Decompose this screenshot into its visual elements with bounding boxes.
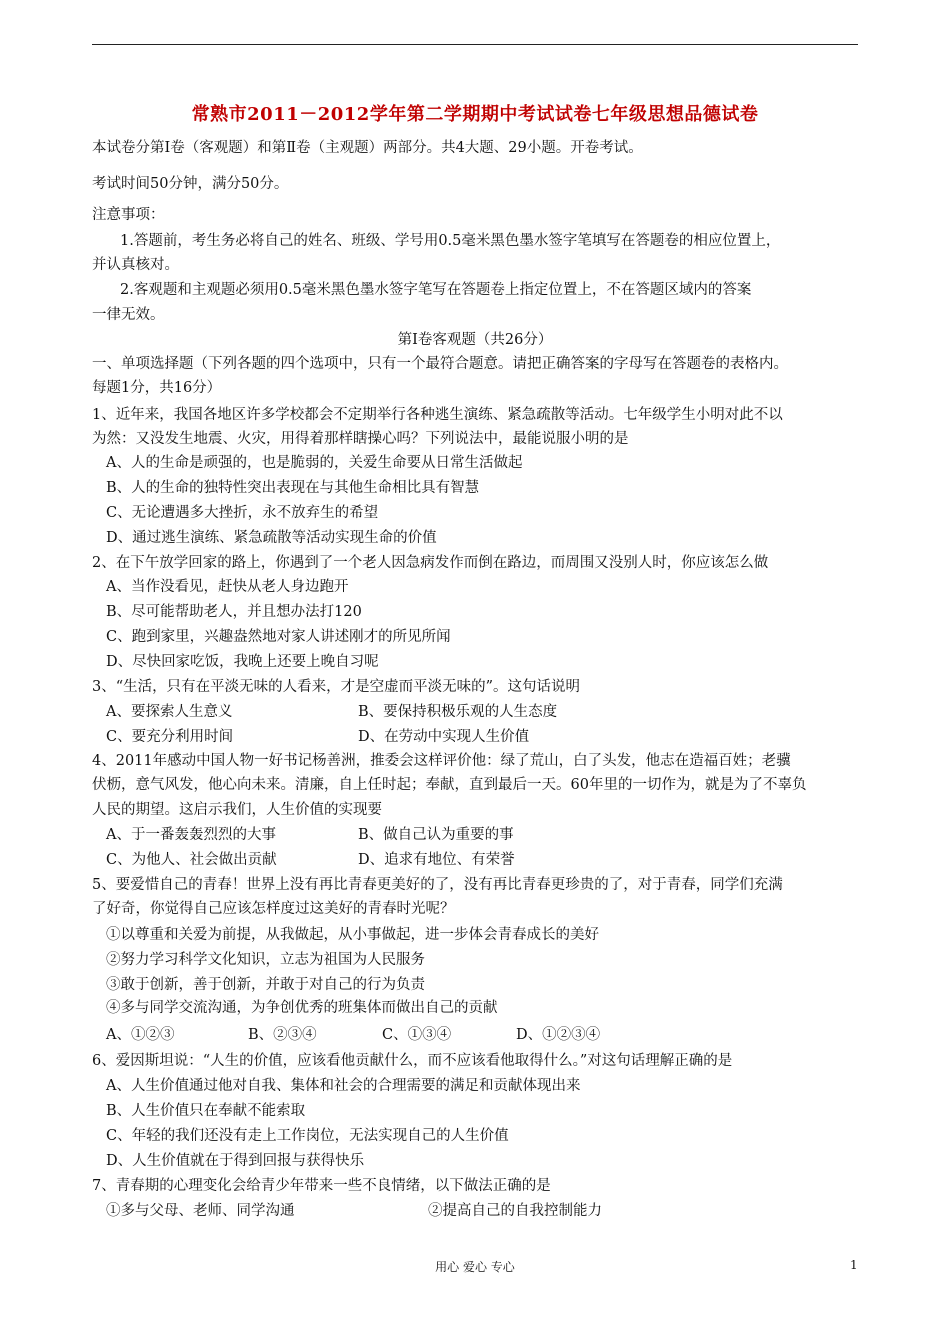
q4-option-a: A、于一番轰轰烈烈的大事 xyxy=(106,827,276,843)
q7-item-1: ①多与父母、老师、同学沟通 xyxy=(106,1203,295,1219)
q5-item-2: ②努力学习科学文化知识，立志为祖国为人民服务 xyxy=(106,952,425,968)
q4-option-c: C、为他人、社会做出贡献 xyxy=(106,852,277,868)
q4-option-d: D、追求有地位、有荣誉 xyxy=(358,852,515,868)
intro-line-1: 本试卷分第Ⅰ卷（客观题）和第Ⅱ卷（主观题）两部分。共4大题、29小题。开卷考试。 xyxy=(92,140,643,156)
q5-option-c: C、①③④ xyxy=(382,1027,452,1043)
exam-title: 常熟市2011－2012学年第二学期期中考试试卷七年级思想品德试卷 xyxy=(191,104,759,125)
q6-option-d: D、人生价值就在于得到回报与获得快乐 xyxy=(106,1153,365,1169)
q3-option-a: A、要探索人生意义 xyxy=(106,704,233,720)
q5-stem-a: 5、要爱惜自己的青春！世界上没有再比青春更美好的了，没有再比青春更珍贵的了，对于青春，同学们充满 xyxy=(92,877,783,893)
q4-stem-c: 人民的期望。这启示我们，人生价值的实现要 xyxy=(92,802,382,818)
q2-option-c: C、跑到家里，兴趣盎然地对家人讲述刚才的所见所闻 xyxy=(106,629,451,645)
q5-stem-b: 了好奇，你觉得自己应该怎样度过这美好的青春时光呢？ xyxy=(92,901,455,917)
q6-stem: 6、爱因斯坦说：“人生的价值，应该看他贡献什么，而不应该看他取得什么。”对这句话理解正确的是 xyxy=(92,1053,733,1069)
intro-line-2: 考试时间50分钟，满分50分。 xyxy=(92,176,289,192)
q4-stem-b: 伏枥，意气风发，他心向未来。清廉，自上任时起；奉献，直到最后一天。60年里的一切作为，就是为了不辜负 xyxy=(92,777,807,793)
q3-stem: 3、“生活，只有在平淡无味的人看来，才是空虚而平淡无味的”。这句话说明 xyxy=(92,679,581,695)
q3-option-b: B、要保持积极乐观的人生态度 xyxy=(358,704,558,720)
header-rule xyxy=(92,44,858,45)
q4-stem-a: 4、2011年感动中国人物一好书记杨善洲，推委会这样评价他：绿了荒山，白了头发，他志在造福百姓；老骥 xyxy=(92,753,791,769)
part1-instruction-b: 每题1分，共16分） xyxy=(92,380,222,396)
q3-option-c: C、要充分利用时间 xyxy=(106,729,234,745)
q2-option-d: D、尽快回家吃饭，我晚上还要上晚自习呢 xyxy=(106,654,379,670)
q7-item-2: ②提高自己的自我控制能力 xyxy=(428,1203,602,1219)
q3-option-d: D、在劳动中实现人生价值 xyxy=(358,729,530,745)
section-title: 第Ⅰ卷客观题（共26分） xyxy=(397,332,553,348)
q5-option-a: A、①②③ xyxy=(106,1027,175,1043)
page-number: 1 xyxy=(850,1258,858,1272)
q6-option-c: C、年轻的我们还没有走上工作岗位，无法实现自己的人生价值 xyxy=(106,1128,509,1144)
q1-option-d: D、通过逃生演练、紧急疏散等活动实现生命的价值 xyxy=(106,530,437,546)
q5-item-1: ①以尊重和关爱为前提，从我做起，从小事做起，进一步体会青春成长的美好 xyxy=(106,927,599,943)
note-1-line-a: 1.答题前，考生务必将自己的姓名、班级、学号用0.5毫米黑色墨水签字笔填写在答题卷的相应位置上， xyxy=(120,233,781,249)
note-2-line-b: 一律无效。 xyxy=(92,307,165,323)
q7-stem: 7、青春期的心理变化会给青少年带来一些不良情绪，以下做法正确的是 xyxy=(92,1178,551,1194)
q5-option-d: D、①②③④ xyxy=(516,1027,601,1043)
q6-option-a: A、人生价值通过他对自我、集体和社会的合理需要的满足和贡献体现出来 xyxy=(106,1078,581,1094)
note-1-line-b: 并认真核对。 xyxy=(92,257,179,273)
q4-option-b: B、做自己认为重要的事 xyxy=(358,827,514,843)
q5-option-b: B、②③④ xyxy=(248,1027,317,1043)
page-footer: 用心 爱心 专心 xyxy=(435,1260,515,1274)
q2-stem: 2、在下午放学回家的路上，你遇到了一个老人因急病发作而倒在路边，而周围又没别人时，你应该怎么做 xyxy=(92,555,769,571)
q5-item-4: ④多与同学交流沟通，为争创优秀的班集体而做出自己的贡献 xyxy=(106,1000,498,1016)
q2-option-b: B、尽可能帮助老人，并且想办法打120 xyxy=(106,604,362,620)
notes-heading: 注意事项： xyxy=(92,207,165,223)
q1-stem-a: 1、近年来，我国各地区许多学校都会不定期举行各种逃生演练、紧急疏散等活动。七年级学生小明对此不以 xyxy=(92,407,783,423)
q1-option-a: A、人的生命是顽强的，也是脆弱的，关爱生命要从日常生活做起 xyxy=(106,455,523,471)
q1-stem-b: 为然：又没发生地震、火灾，用得着那样瞎操心吗？下列说法中，最能说服小明的是 xyxy=(92,431,629,447)
q1-option-b: B、人的生命的独特性突出表现在与其他生命相比具有智慧 xyxy=(106,480,480,496)
q2-option-a: A、当作没看见，赶快从老人身边跑开 xyxy=(106,579,349,595)
q1-option-c: C、无论遭遇多大挫折，永不放弃生的希望 xyxy=(106,505,379,521)
q5-item-3: ③敢于创新，善于创新，并敢于对自己的行为负责 xyxy=(106,977,425,993)
part1-instruction-a: 一、单项选择题（下列各题的四个选项中，只有一个最符合题意。请把正确答案的字母写在答题卷的表格内。 xyxy=(92,356,788,372)
q6-option-b: B、人生价值只在奉献不能索取 xyxy=(106,1103,306,1119)
note-2-line-a: 2.客观题和主观题必须用0.5毫米黑色墨水签字笔写在答题卷上指定位置上，不在答题区域内的答案 xyxy=(120,282,752,298)
